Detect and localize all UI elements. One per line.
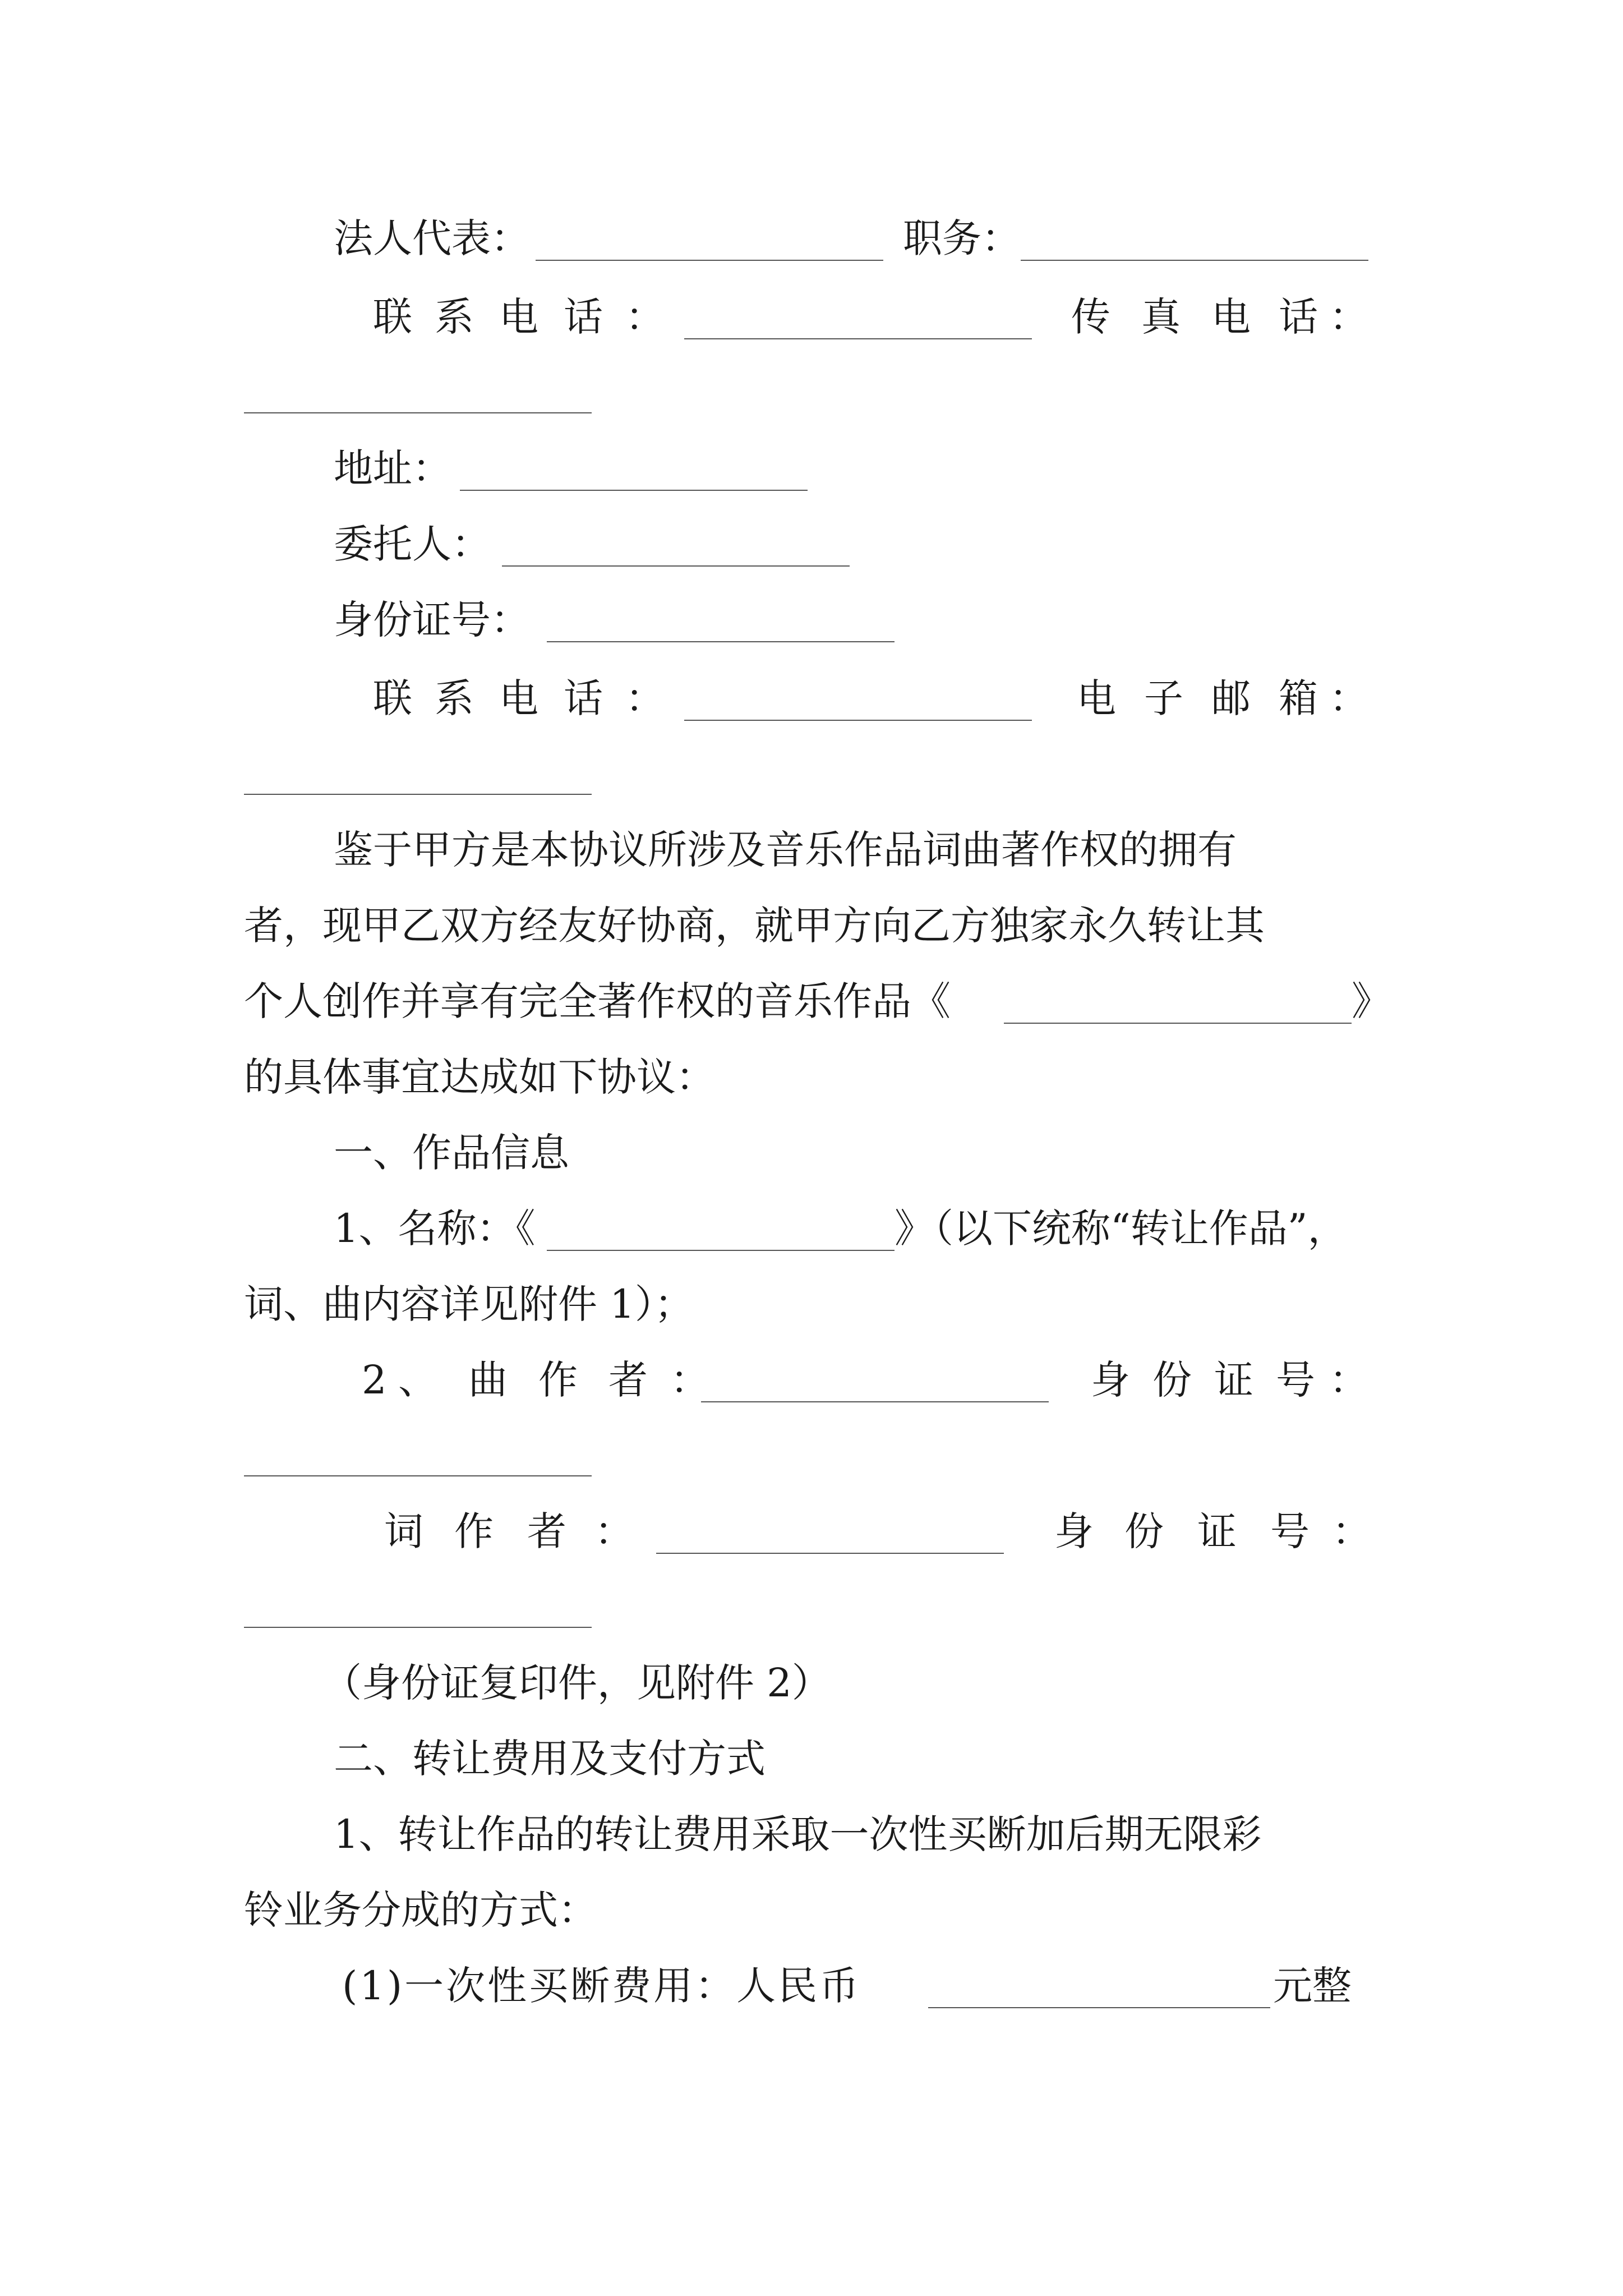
lyricist-label-c3: 者 bbox=[527, 1508, 566, 1554]
composer-id-label-c2: 份 bbox=[1152, 1357, 1192, 1403]
phone2-label-c3: 电 bbox=[499, 675, 538, 721]
phone-label-c4: 话 bbox=[564, 294, 603, 340]
phone-label-c5: ： bbox=[625, 294, 665, 340]
lyricist-id-label-c3: 证 bbox=[1197, 1508, 1237, 1554]
email-label-c5: ： bbox=[1329, 675, 1368, 721]
fee-line-2: 铃业务分成的方式： bbox=[244, 1887, 597, 1933]
phone-label-c2: 系 bbox=[435, 294, 474, 340]
section-2-heading: 二、转让费用及支付方式 bbox=[334, 1736, 766, 1782]
email-label-c2: 子 bbox=[1144, 675, 1183, 721]
composer-id-label-c1: 身 bbox=[1091, 1357, 1130, 1403]
address-label: 地址： bbox=[334, 445, 451, 491]
legal-rep-row bbox=[334, 210, 1399, 266]
legal-rep-label: 法人代表： bbox=[334, 215, 530, 261]
address-blank[interactable] bbox=[460, 490, 808, 491]
lyricist-label-c4: ： bbox=[594, 1508, 634, 1554]
composer-blank[interactable] bbox=[701, 1401, 1049, 1402]
buyout-amount-blank[interactable] bbox=[928, 2007, 1270, 2008]
composer-label-c3: 曲 bbox=[468, 1357, 508, 1403]
id-row bbox=[334, 592, 782, 648]
lyricist-id-label-c2: 份 bbox=[1124, 1508, 1164, 1554]
fee-line-1: 1、转让作品的转让费用采取一次性买断加后期无限彩 bbox=[334, 1811, 1262, 1857]
item-1-continued: 词、曲内容详见附件 1）； bbox=[244, 1281, 694, 1327]
fax-label-c5: ： bbox=[1329, 294, 1368, 340]
preamble-line-4: 的具体事宜达成如下协议： bbox=[244, 1054, 715, 1100]
buyout-label: (1)一次性买断费用：人民币 bbox=[342, 1963, 861, 2009]
lyricist-id-label-c4: 号 bbox=[1270, 1508, 1310, 1554]
email-blank[interactable] bbox=[244, 794, 592, 795]
composer-label-c4: 作 bbox=[538, 1357, 578, 1403]
phone2-blank[interactable] bbox=[684, 720, 1032, 721]
composer-label-c1: 2 bbox=[362, 1357, 387, 1403]
section-1-heading: 一、作品信息 bbox=[334, 1130, 569, 1176]
buyout-row bbox=[342, 1958, 1408, 2014]
phone2-label-c5: ： bbox=[625, 675, 665, 721]
phone-label-c3: 电 bbox=[499, 294, 538, 340]
item-1-row bbox=[334, 1200, 1596, 1257]
phone-label-c1: 联 bbox=[373, 294, 412, 340]
lyricist-blank[interactable] bbox=[656, 1553, 1004, 1554]
fax-blank[interactable] bbox=[244, 412, 592, 413]
agent-label: 委托人： bbox=[334, 521, 491, 567]
composer-label-c2: 、 bbox=[398, 1357, 437, 1403]
item-1-title-blank[interactable] bbox=[547, 1250, 895, 1251]
agent-blank[interactable] bbox=[502, 565, 850, 567]
lyricist-id-label-c5: ： bbox=[1332, 1508, 1371, 1554]
composer-row bbox=[362, 1352, 1399, 1408]
lyricist-row bbox=[384, 1503, 1394, 1559]
preamble-line-3-text: 个人创作并享有完全著作权的音乐作品《 bbox=[244, 978, 951, 1024]
id-copy-note: （身份证复印件，见附件 2） bbox=[322, 1660, 831, 1706]
lyricist-id-blank[interactable] bbox=[244, 1627, 592, 1628]
composer-id-label-c3: 证 bbox=[1214, 1357, 1253, 1403]
position-label: 职务： bbox=[903, 215, 1021, 261]
phone2-label-c4: 话 bbox=[564, 675, 603, 721]
preamble-line-3 bbox=[244, 973, 1422, 1029]
composer-id-label-c5: ： bbox=[1329, 1357, 1368, 1403]
position-blank[interactable] bbox=[1021, 260, 1368, 261]
fax-label-c4: 话 bbox=[1279, 294, 1318, 340]
lyricist-label-c2: 作 bbox=[454, 1508, 494, 1554]
phone-email-row bbox=[373, 670, 1382, 726]
legal-rep-blank[interactable] bbox=[536, 260, 883, 261]
composer-label-c5: 者 bbox=[608, 1357, 648, 1403]
address-row bbox=[334, 440, 782, 496]
phone-blank[interactable] bbox=[684, 338, 1032, 339]
fax-label-c3: 电 bbox=[1211, 294, 1251, 340]
composer-id-label-c4: 号 bbox=[1276, 1357, 1315, 1403]
phone2-label-c1: 联 bbox=[373, 675, 412, 721]
work-title-blank[interactable] bbox=[1004, 1023, 1352, 1024]
id-label: 身份证号： bbox=[334, 597, 530, 643]
preamble-line-1: 鉴于甲方是本协议所涉及音乐作品词曲著作权的拥有 bbox=[334, 827, 1237, 873]
fax-label-c2: 真 bbox=[1141, 294, 1181, 340]
phone2-label-c2: 系 bbox=[435, 675, 474, 721]
lyricist-label-c1: 词 bbox=[384, 1508, 423, 1554]
lyricist-id-label-c1: 身 bbox=[1054, 1508, 1094, 1554]
buyout-unit: 元整 bbox=[1273, 1963, 1352, 2009]
composer-label-c6: ： bbox=[670, 1357, 709, 1403]
item-1-suffix: 》（以下统称“转让作品”， bbox=[895, 1205, 1347, 1251]
agent-row bbox=[334, 516, 782, 572]
email-label-c1: 电 bbox=[1077, 675, 1116, 721]
id-blank[interactable] bbox=[547, 641, 895, 642]
preamble-line-3-close: 》 bbox=[1352, 978, 1391, 1024]
email-label-c3: 邮 bbox=[1211, 675, 1251, 721]
phone-fax-row bbox=[373, 289, 1382, 345]
fax-label-c1: 传 bbox=[1071, 294, 1110, 340]
composer-id-blank[interactable] bbox=[244, 1475, 592, 1476]
email-label-c4: 箱 bbox=[1279, 675, 1318, 721]
preamble-line-2: 者，现甲乙双方经友好协商，就甲方向乙方独家永久转让其 bbox=[244, 903, 1265, 949]
item-1-label: 1、名称：《 bbox=[334, 1205, 536, 1251]
